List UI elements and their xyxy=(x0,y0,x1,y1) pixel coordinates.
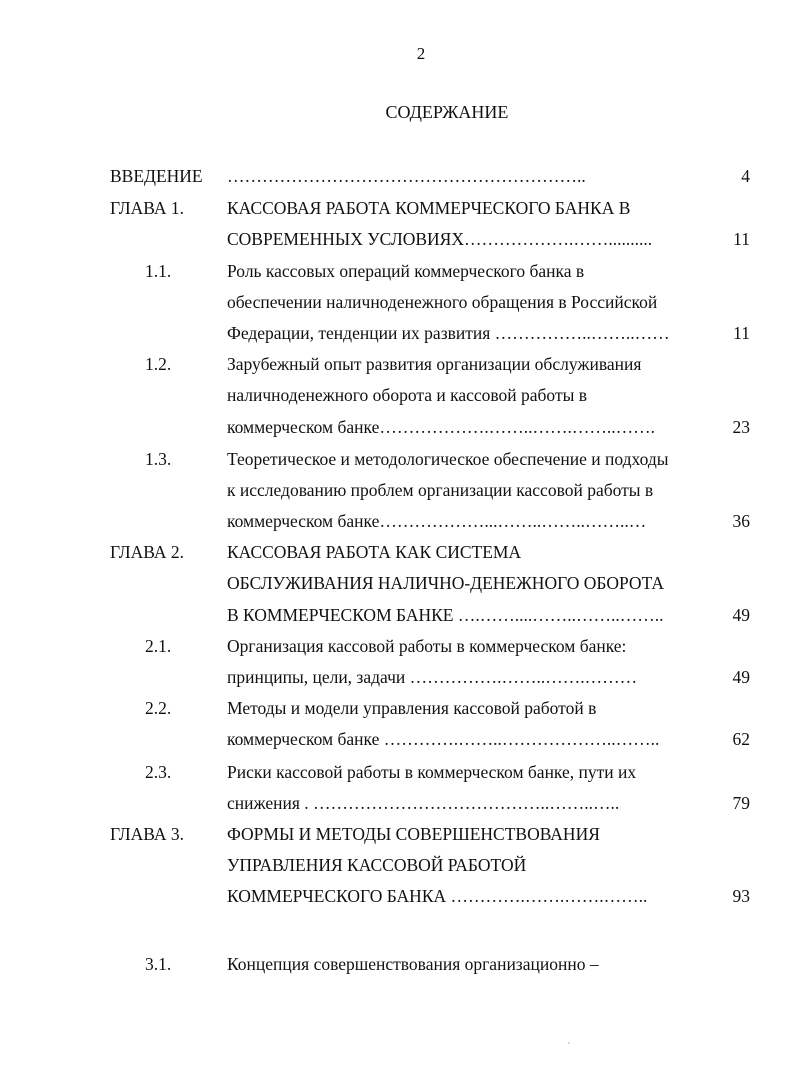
toc-number: 2.3. xyxy=(145,762,172,782)
toc-line xyxy=(0,948,798,980)
toc-text: …………………………………………………….. xyxy=(227,166,586,186)
toc-text: КАССОВАЯ РАБОТА КАК СИСТЕМА xyxy=(227,542,522,562)
toc-line xyxy=(0,661,798,693)
toc-line xyxy=(0,505,798,537)
toc-text: коммерческом банке………………...……..……..……..… xyxy=(227,511,647,531)
toc-text: УПРАВЛЕНИЯ КАССОВОЙ РАБОТОЙ xyxy=(227,855,527,875)
toc-page: 79 xyxy=(732,793,750,813)
toc-text: ФОРМЫ И МЕТОДЫ СОВЕРШЕНСТВОВАНИЯ xyxy=(227,824,600,844)
scan-speck: , xyxy=(568,1036,570,1045)
toc-line xyxy=(0,443,798,475)
toc-line xyxy=(0,255,798,287)
toc-text: коммерческом банке……………….……..…….……..……. xyxy=(227,417,656,437)
toc-text: СОВРЕМЕННЫХ УСЛОВИЯХ……………….…….......... xyxy=(227,229,653,249)
toc-line xyxy=(0,692,798,724)
toc-line xyxy=(0,536,798,568)
toc-line xyxy=(0,286,798,318)
toc-line xyxy=(0,223,798,255)
toc-line xyxy=(0,849,798,881)
toc-number: 3.1. xyxy=(145,954,172,974)
toc-text: коммерческом банке ………….……..………………..…….. xyxy=(227,729,660,749)
toc-line xyxy=(0,348,798,380)
toc-line xyxy=(0,567,798,599)
toc-line xyxy=(0,723,798,755)
toc-line xyxy=(0,474,798,506)
toc-text: Риски кассовой работы в коммерческом банке, пути их xyxy=(227,762,637,782)
toc-line xyxy=(0,160,798,192)
toc-number: ВВЕДЕНИЕ xyxy=(110,166,203,186)
toc-page: 93 xyxy=(732,886,750,906)
toc-number: 2.2. xyxy=(145,698,172,718)
toc-page: 62 xyxy=(732,729,750,749)
toc-number: 1.3. xyxy=(145,449,172,469)
toc-line xyxy=(0,411,798,443)
toc-page: 49 xyxy=(732,667,750,687)
page-title: СОДЕРЖАНИЕ xyxy=(385,102,509,122)
toc-page: 11 xyxy=(733,323,750,343)
toc-number: 2.1. xyxy=(145,636,172,656)
toc-text: принципы, цели, задачи …………….……..…….……… xyxy=(227,667,638,687)
toc-text: В КОММЕРЧЕСКОМ БАНКЕ ….……....……..……..…….. xyxy=(227,605,664,625)
toc-text: наличноденежного оборота и кассовой работы в xyxy=(227,385,587,405)
toc-text: Теоретическое и методологическое обеспечение и подходы xyxy=(227,449,669,469)
toc-line xyxy=(0,192,798,224)
toc-line xyxy=(0,818,798,850)
toc-number: ГЛАВА 2. xyxy=(110,542,185,562)
toc-text: снижения . …………………………………..……..….. xyxy=(227,793,620,813)
toc-page: 49 xyxy=(732,605,750,625)
toc-page: 4 xyxy=(741,166,750,186)
toc-number: 1.1. xyxy=(145,261,172,281)
toc-number: ГЛАВА 3. xyxy=(110,824,185,844)
toc-text: Роль кассовых операций коммерческого банка в xyxy=(227,261,585,281)
toc-line xyxy=(0,880,798,912)
toc-text: к исследованию проблем организации кассовой работы в xyxy=(227,480,654,500)
toc-text: Методы и модели управления кассовой работой в xyxy=(227,698,597,718)
toc-line xyxy=(0,599,798,631)
toc-number: 1.2. xyxy=(145,354,172,374)
toc-line xyxy=(0,630,798,662)
toc-page: 11 xyxy=(733,229,750,249)
toc-text: КОММЕРЧЕСКОГО БАНКА ………….…….…….…….. xyxy=(227,886,648,906)
toc-text: ОБСЛУЖИВАНИЯ НАЛИЧНО-ДЕНЕЖНОГО ОБОРОТА xyxy=(227,573,665,593)
toc-text: Организация кассовой работы в коммерческом банке: xyxy=(227,636,627,656)
toc-page: 36 xyxy=(732,511,750,531)
toc-text: Зарубежный опыт развития организации обслуживания xyxy=(227,354,642,374)
toc-text: КАССОВАЯ РАБОТА КОММЕРЧЕСКОГО БАНКА В xyxy=(227,198,631,218)
toc-number: ГЛАВА 1. xyxy=(110,198,185,218)
toc-line xyxy=(0,317,798,349)
toc-text: Концепция совершенствования организационно – xyxy=(227,954,599,974)
toc-line xyxy=(0,787,798,819)
toc-line xyxy=(0,756,798,788)
toc-text: обеспечении наличноденежного обращения в Российской xyxy=(227,292,658,312)
toc-text: Федерации, тенденции их развития ……………..……..…… xyxy=(227,323,670,343)
toc-line xyxy=(0,379,798,411)
toc-page: 23 xyxy=(732,417,750,437)
page-number: 2 xyxy=(416,44,426,63)
